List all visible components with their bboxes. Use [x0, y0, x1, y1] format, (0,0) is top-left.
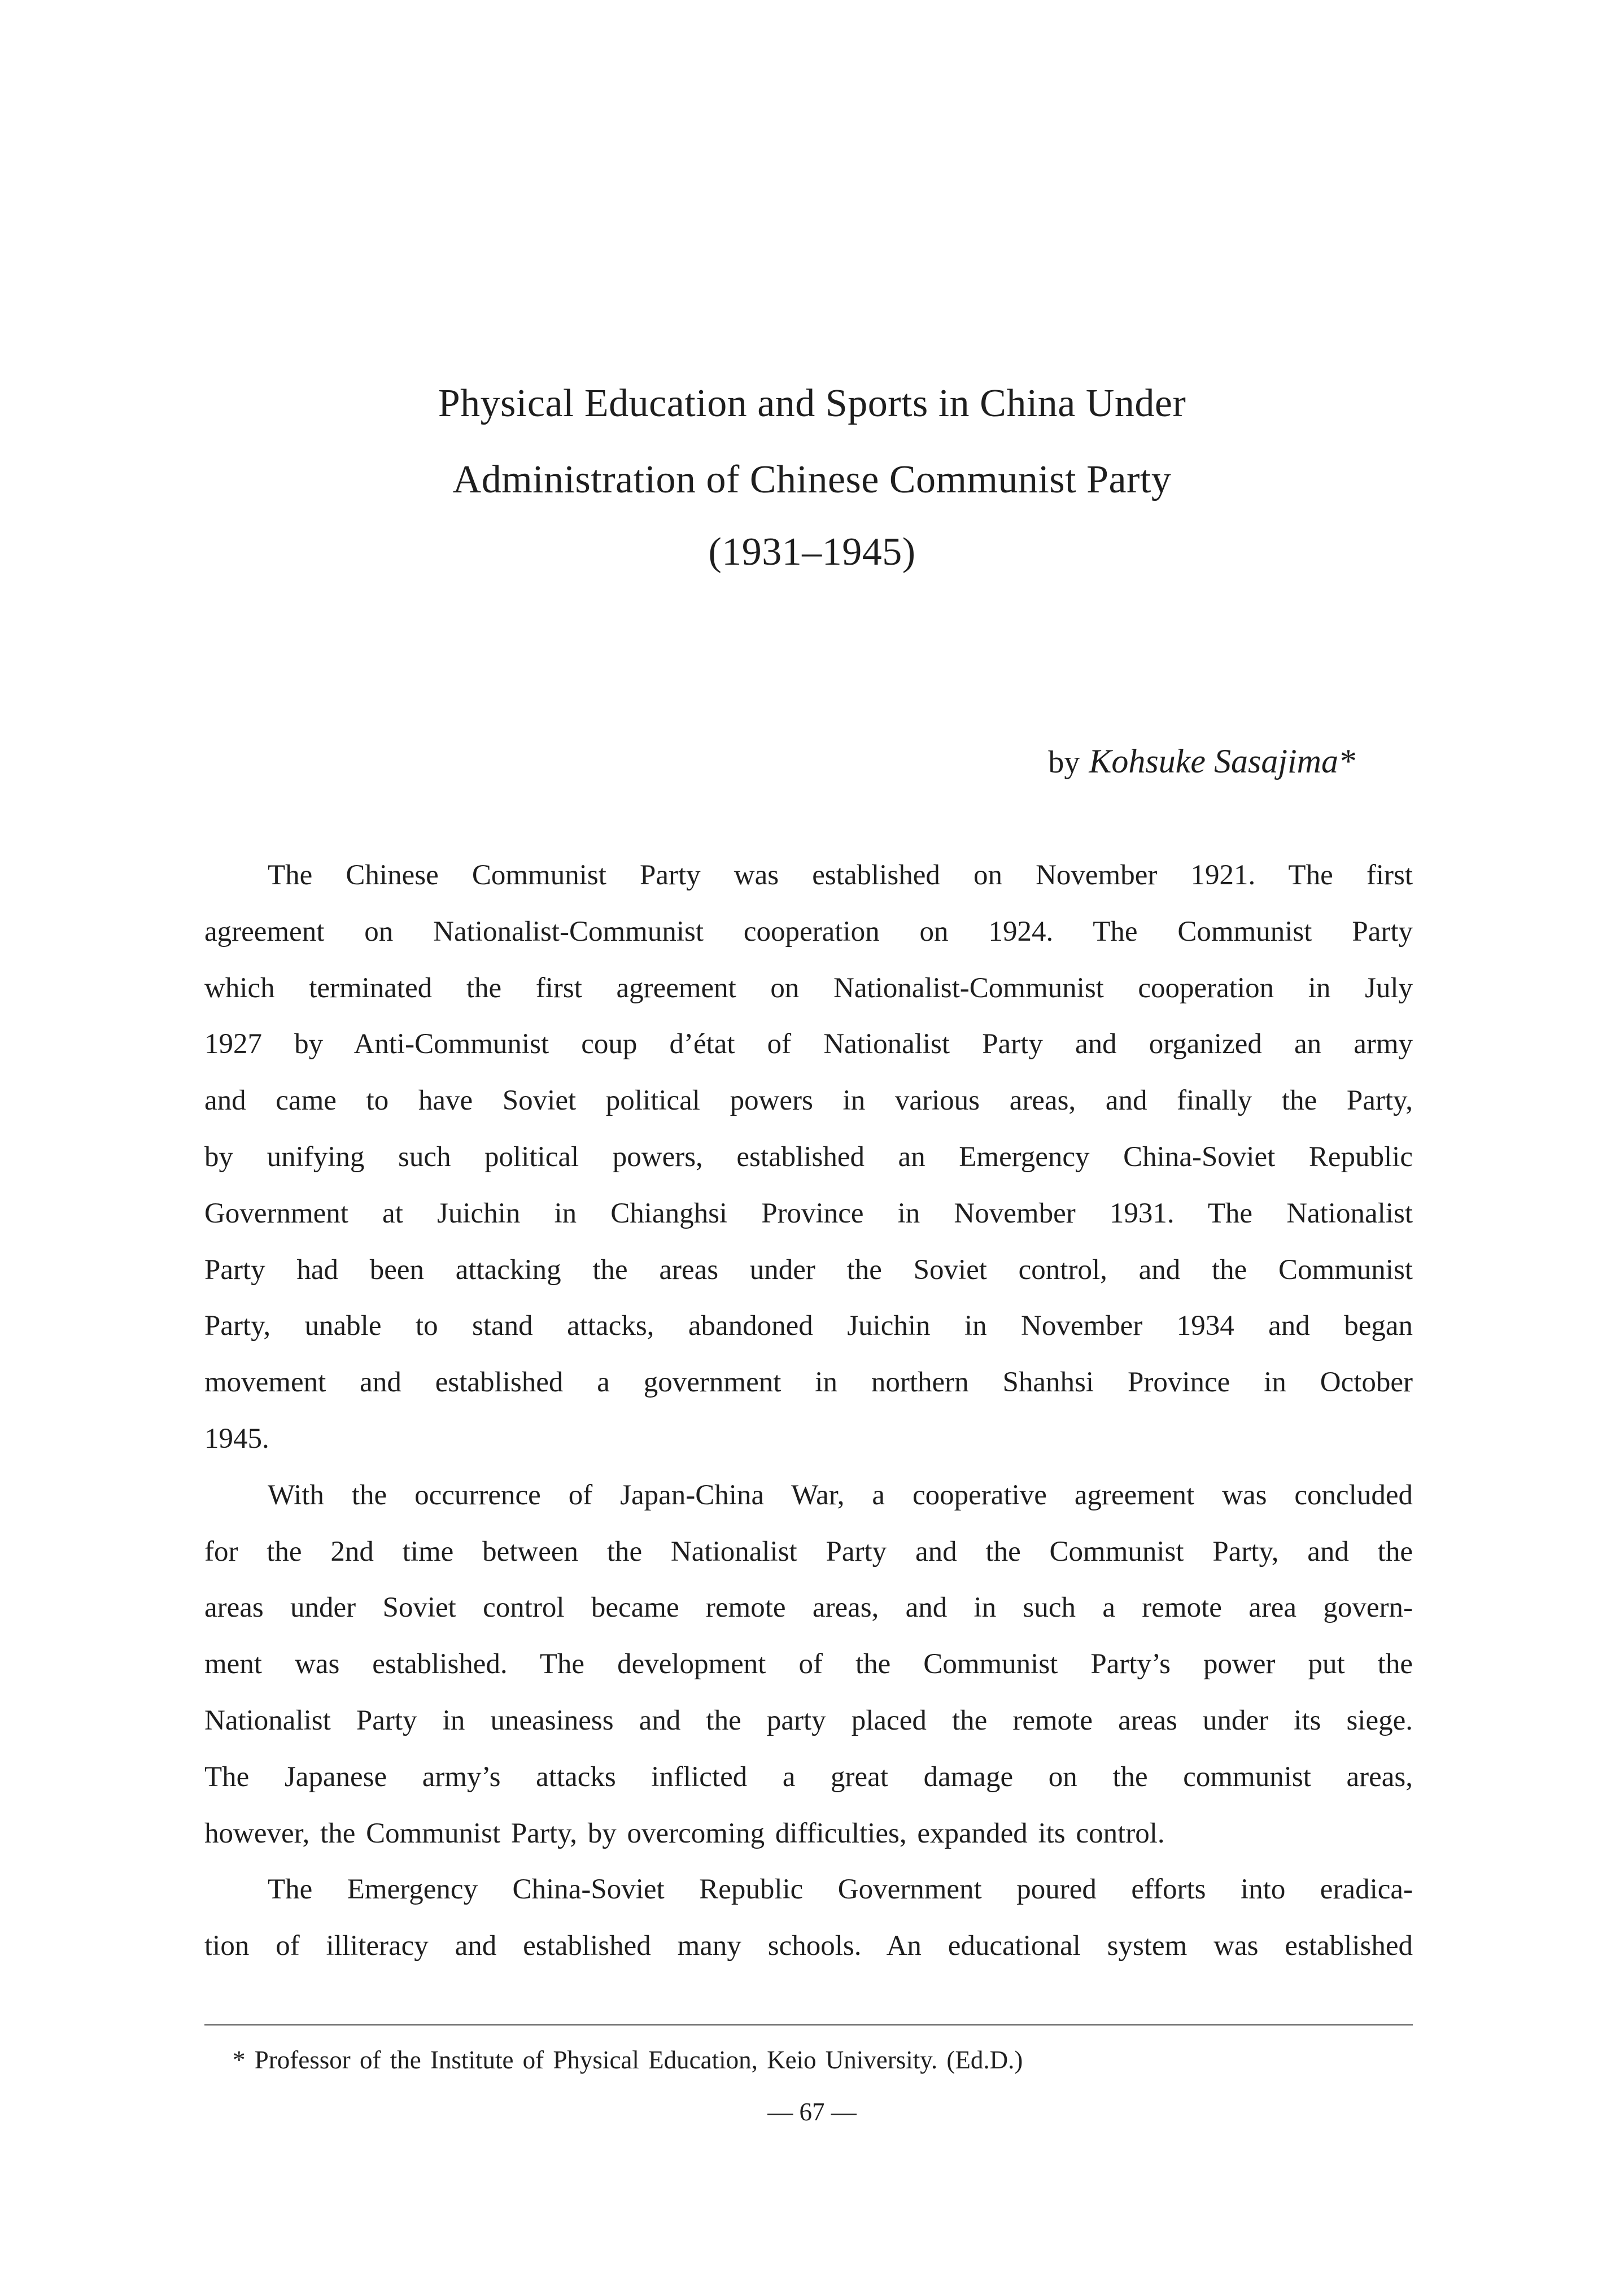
title-line-1: Physical Education and Sports in China Under [438, 382, 1186, 425]
body-line: The Japanese army’s attacks inflicted a great damage on the communist areas, [204, 1761, 1413, 1793]
body-line: ment was established. The development of the Communist Party’s power put the [204, 1648, 1413, 1680]
author-name: Kohsuke Sasajima* [1089, 743, 1355, 780]
body-text [204, 855, 1413, 1983]
byline [1048, 741, 1355, 782]
body-line: The Chinese Communist Party was established on November 1921. The first [268, 859, 1413, 891]
page-number: — 67 — [767, 2098, 857, 2126]
body-line: 1945. [204, 1422, 269, 1455]
body-line: Government at Juichin in Chianghsi Province in November 1931. The Nationalist [204, 1197, 1413, 1229]
body-line: areas under Soviet control became remote areas, and in such a remote area govern- [204, 1592, 1413, 1624]
title-line-2: Administration of Chinese Communist Party [452, 458, 1172, 501]
body-line: The Emergency China-Soviet Republic Government poured efforts into eradica- [268, 1874, 1413, 1906]
title-line-3: (1931–1945) [708, 530, 916, 574]
footnote-divider [204, 2024, 1413, 2025]
body-line: by unifying such political powers, established an Emergency China-Soviet Republic [204, 1141, 1413, 1173]
body-line: agreement on Nationalist-Communist cooperation on 1924. The Communist Party [204, 915, 1413, 948]
body-line: 1927 by Anti-Communist coup d’état of Nationalist Party and organized an army [204, 1028, 1413, 1060]
byline-prefix: by [1048, 745, 1080, 780]
footnote: * Professor of the Institute of Physical Education, Keio University. (Ed.D.) [233, 2046, 1023, 2074]
body-line: and came to have Soviet political powers in various areas, and finally the Party, [204, 1085, 1413, 1117]
body-line: Nationalist Party in uneasiness and the party placed the remote areas under its siege. [204, 1704, 1413, 1736]
body-line: tion of illiteracy and established many schools. An educational system was established [204, 1930, 1413, 1962]
body-line: however, the Communist Party, by overcoming difficulties, expanded its control. [204, 1817, 1165, 1849]
body-line: With the occurrence of Japan-China War, a cooperative agreement was concluded [268, 1479, 1413, 1511]
body-line: for the 2nd time between the Nationalist Party and the Communist Party, and the [204, 1535, 1413, 1568]
body-line: movement and established a government in northern Shanhsi Province in October [204, 1367, 1413, 1399]
body-line: Party had been attacking the areas under the Soviet control, and the Communist [204, 1254, 1413, 1286]
body-line: Party, unable to stand attacks, abandoned Juichin in November 1934 and began [204, 1310, 1413, 1342]
body-line: which terminated the first agreement on Nationalist-Communist cooperation in July [204, 972, 1413, 1004]
